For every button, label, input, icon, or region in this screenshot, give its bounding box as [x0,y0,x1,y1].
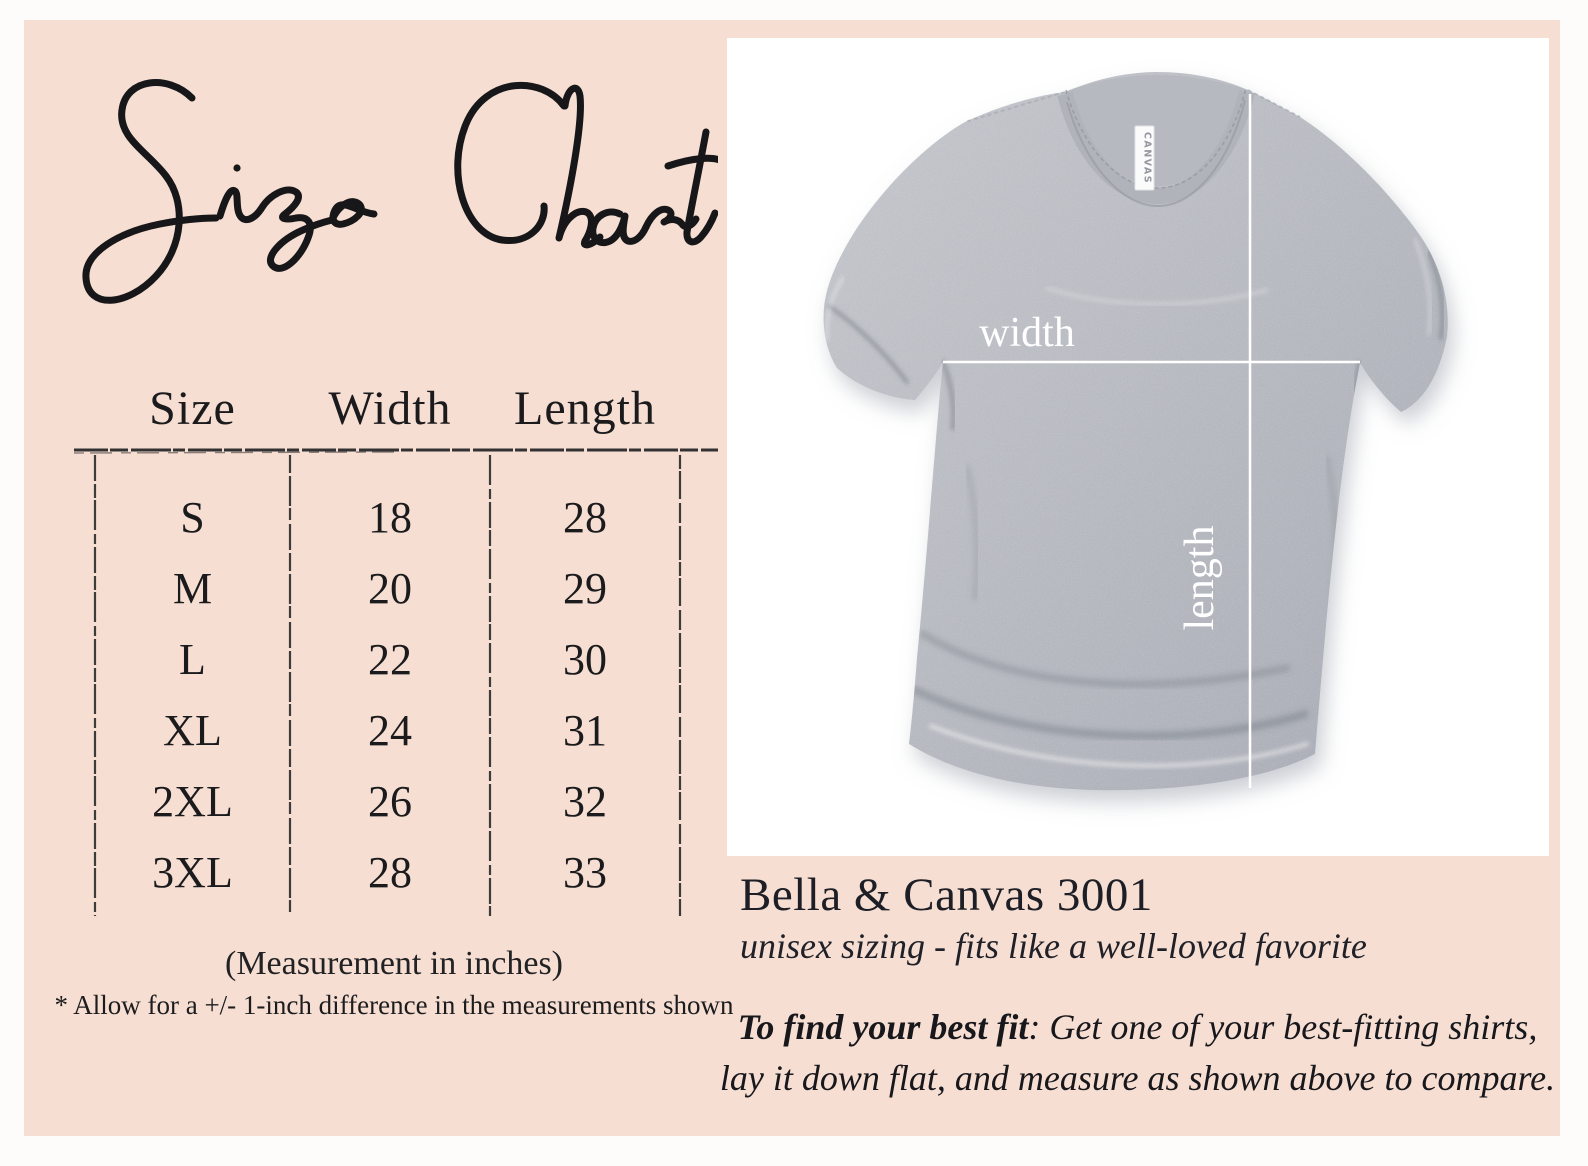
table-row [95,553,680,624]
cell-length: 28 [563,493,607,542]
cell-length: 29 [563,564,607,613]
cell-width: 28 [368,848,412,897]
width-label: width [979,310,1075,356]
cell-size: S [180,493,205,542]
length-label: length [1177,525,1223,631]
cell-length: 30 [563,635,607,684]
cell-size: M [172,564,213,613]
product-name: Bella & Canvas 3001 [740,869,1153,921]
table-row [95,695,680,766]
table-row [95,482,680,553]
table-header-row [95,368,680,448]
table-row [95,624,680,695]
cell-size: 2XL [152,777,233,826]
tolerance-footnote: * Allow for a +/- 1-inch difference in the measurements shown [54,990,734,1020]
product-tagline: unisex sizing - fits like a well-loved favorite [740,926,1367,966]
tshirt-photo-box [727,38,1549,856]
column-header-width: Width [328,381,452,435]
column-header-length: Length [514,381,656,435]
fit-tip-line2: lay it down flat, and measure as shown above to compare. [719,1058,1556,1098]
measurement-units-note: (Measurement in inches) [225,945,563,982]
fit-tip-lead: To find your best fit [737,1007,1029,1047]
cell-length: 31 [563,706,607,755]
peach-panel [24,20,1560,1136]
cell-length: 33 [563,848,607,897]
cell-size: 3XL [152,848,233,897]
cell-size: XL [163,706,222,755]
tshirt-photo [727,38,1549,856]
fit-tip [715,1002,1560,1104]
cell-width: 20 [368,564,412,613]
size-table [70,368,718,928]
cell-length: 32 [563,777,607,826]
cell-width: 22 [368,635,412,684]
brand-tag [1135,126,1154,190]
table-row [95,837,680,908]
cell-width: 18 [368,493,412,542]
cell-size: L [179,635,206,684]
tee-shirt [807,58,1467,818]
column-header-size: Size [149,381,236,435]
table-row [95,766,680,837]
script-strokes [86,83,718,301]
cell-width: 24 [368,706,412,755]
table-body [95,482,680,908]
script-title-size-chart [38,60,718,310]
cell-width: 26 [368,777,412,826]
fit-tip-rest: : Get one of your best-fitting shirts, [1028,1007,1538,1047]
canvas-tag-label: CANVAS [1141,131,1153,185]
